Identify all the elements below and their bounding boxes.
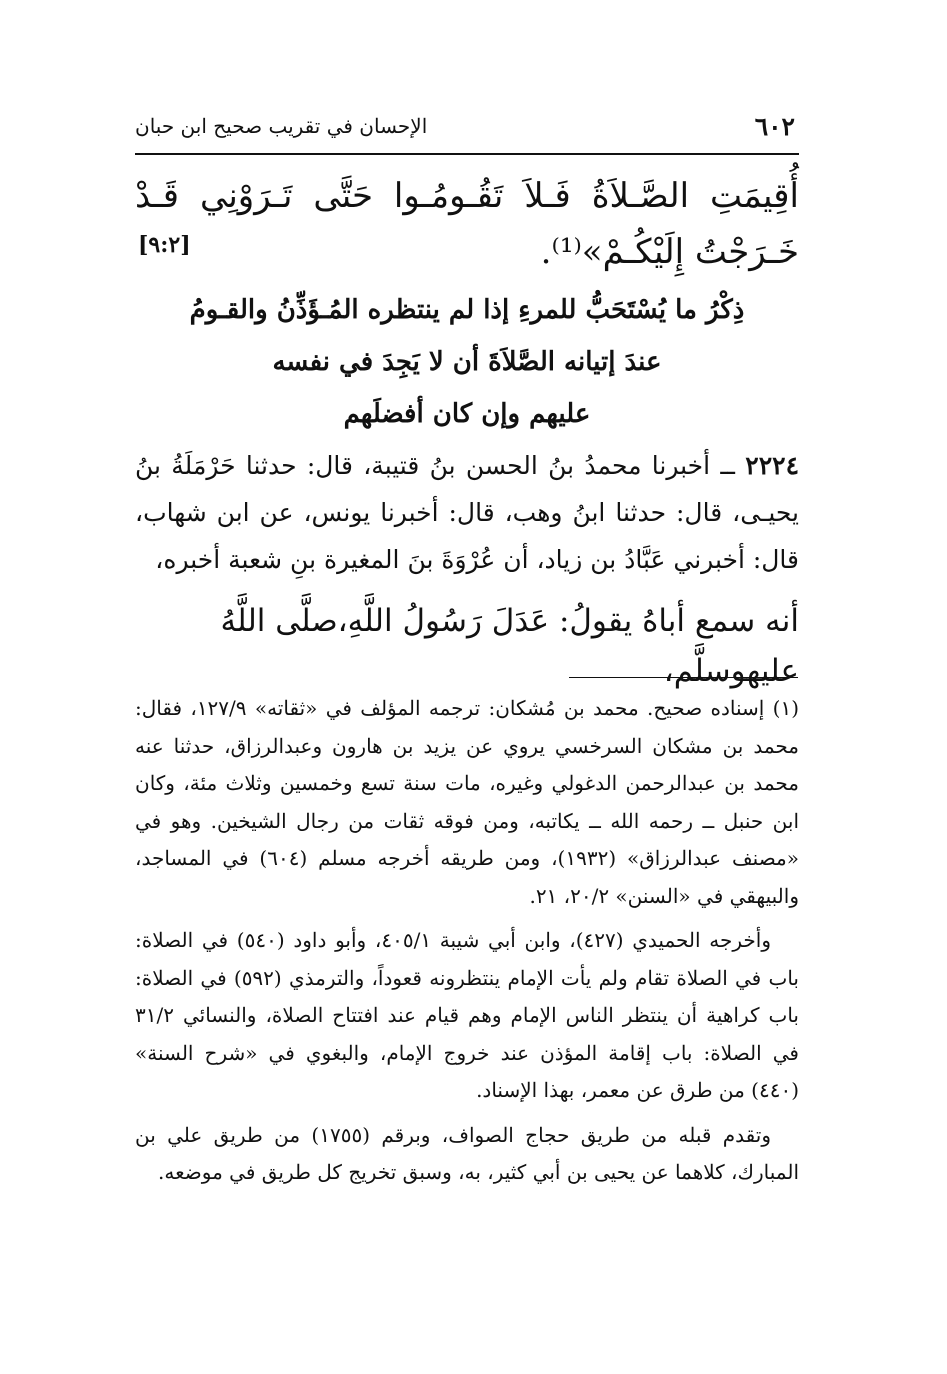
chapter-heading <box>135 284 799 440</box>
chapter-heading-line: عليهم وإن كان أفضلَهم <box>343 399 591 429</box>
hadith-narration <box>135 442 799 583</box>
footnote-paragraph: (١) إسناده صحيح. محمد بن مُشكان: ترجمه المؤلف في «ثقاته» ١٢٧/٩، فقال: محمد بن مشكان السرخسي يروي عن يزيد بن هارون وعبدالرزاق، حدثنا عنه محمد بن عبدالرحمن الدغولي وغيره، مات سنة تسع وخمسين وثلاث مئة، وكان ابن حنبل ــ رحمه الله ــ يكاتبه، ومن فوقه ثقات من رجال الشيخين. وهو في «مصنف عبدالرزاق» (١٩٣٢)، ومن طريقه أخرجه مسلم (٦٠٤) في المساجد، والبيهقي في «السنن» ٢٠/٢، ٢١. <box>135 696 799 908</box>
page-number: ٦٠٢ <box>754 112 795 141</box>
page-header <box>135 112 795 152</box>
matn-text: أنه سمع أباهُ يقولُ: عَدَلَ رَسُولُ اللَّهِ،صلَّى اللَّهُ عليهوسلَّم، <box>220 603 799 689</box>
footnote-paragraph: وأخرجه الحميدي (٤٢٧)، وابن أبي شيبة ٤٠٥/١، وأبو داود (٥٤٠) في الصلاة: باب في الصلاة تقام ولم يأت الإمام ينتظرونه قعوداً، والترمذي (٥٩٢) في الصلاة: باب كراهية أن ينتظر الناس الإمام وهم قيام عند افتتاح الصلاة، والنسائي ٣١/٢ في الصلاة: باب إقامة المؤذن عند خروج الإمام، والبغوي في «شرح السنة» (٤٤٠) من طرق عن معمر، بهذا الإسناد. <box>135 928 799 1102</box>
hadith-number: ٢٢٢٤ <box>745 451 799 480</box>
hadith-end-text: أُقِيمَتِ الصَّـلاَةُ فَـلاَ تَقُـومُـوا حَتَّى تَـرَوْنِي قَـدْ خَـرَجْتُ إِلَيْكُـمْ»⁽¹⁾. <box>135 176 799 272</box>
chapter-heading-line: عندَ إتيانه الصَّلاَةَ أن لا يَجِدَ في نفسه <box>272 347 662 377</box>
footnotes <box>135 690 799 1199</box>
footnote-paragraph: وتقدم قبله من طريق حجاج الصواف، وبرقم (١٧٥٥) من طريق علي بن المبارك، كلاهما عن يحيى بن أبي كثير، به، وسبق تخريج كل طريق في موضعه. <box>135 1122 799 1184</box>
header-rule <box>135 153 799 155</box>
footnote-rule <box>569 677 798 678</box>
hadith-reference: [٩:٢] <box>138 232 191 258</box>
running-title: الإحسان في تقريب صحيح ابن حبان <box>135 114 428 138</box>
chapter-heading-line: ذِكْرُ ما يُسْتَحَبُّ للمرءِ إذا لم ينتظره المُـؤَذِّنُ والقـومُ <box>189 295 745 325</box>
isnad-text: ــ أخبرنا محمدُ بنُ الحسن بنُ قتيبة، قال: حدثنا حَرْمَلَةُ بنُ يحيـى، قال: حدثنا ابنُ وهب، قال: أخبرنا يونس، عن ابن شهاب، قال: أخبرني عَبَّادُ بن زياد، أن عُرْوَةَ بنَ المغيرة بنِ شعبة أخبره، <box>135 451 799 574</box>
